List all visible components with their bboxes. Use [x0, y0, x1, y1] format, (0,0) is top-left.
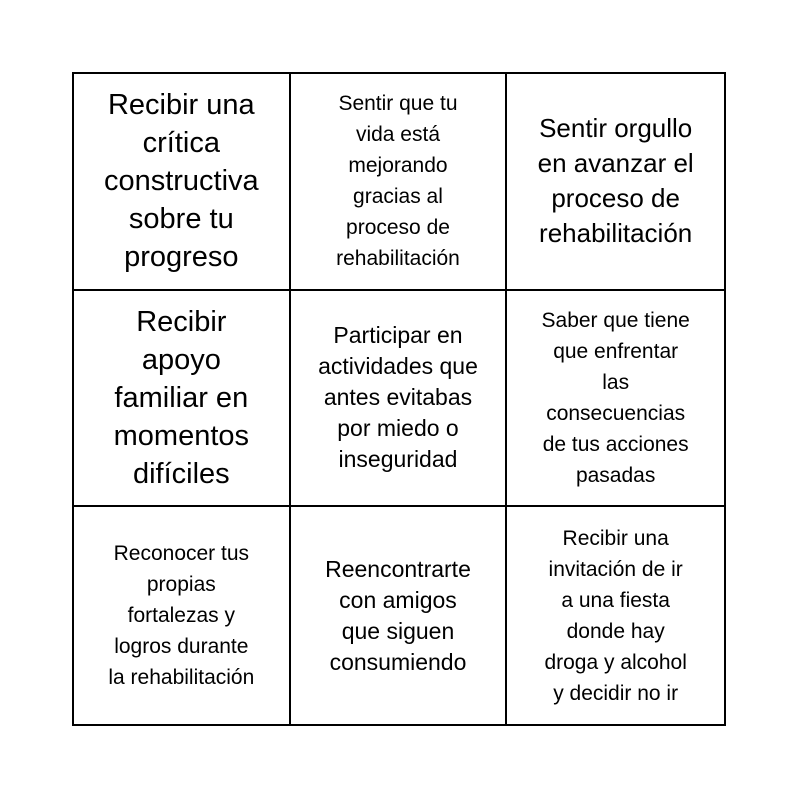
bingo-cell[interactable] [507, 507, 724, 724]
bingo-cell-text: Reconocer tus propias fortalezas y logros durante la rehabilitación [108, 542, 255, 690]
bingo-cell-text: Recibir una crítica constructiva sobre tu progreso [103, 89, 259, 274]
bingo-cell[interactable] [291, 291, 508, 508]
bingo-cell-text: Saber que tiene que enfrentar las consecuencias de tus acciones pasadas [541, 308, 690, 487]
bingo-cell-text: Participar en actividades que antes evitabas por miedo o inseguridad [318, 322, 478, 473]
bingo-cell[interactable] [74, 507, 291, 724]
bingo-cell-text: Sentir orgullo en avanzar el proceso de rehabilitación [537, 113, 694, 249]
bingo-cell[interactable] [507, 291, 724, 508]
bingo-cell[interactable] [291, 507, 508, 724]
bingo-cell[interactable] [74, 74, 291, 291]
bingo-cell-text: Sentir que tu vida está mejorando gracias al proceso de rehabilitación [336, 92, 460, 271]
bingo-cell[interactable] [291, 74, 508, 291]
bingo-cell-text: Reencontrarte con amigos que siguen consumiendo [325, 555, 471, 675]
bingo-cell-text: Recibir una invitación de ir a una fiesta donde hay droga y alcohol y decidir no ir [544, 526, 687, 705]
bingo-cell-text: Recibir apoyo familiar en momentos difíciles [113, 305, 250, 490]
bingo-card [72, 72, 726, 726]
bingo-cell[interactable] [507, 74, 724, 291]
bingo-cell[interactable] [74, 291, 291, 508]
